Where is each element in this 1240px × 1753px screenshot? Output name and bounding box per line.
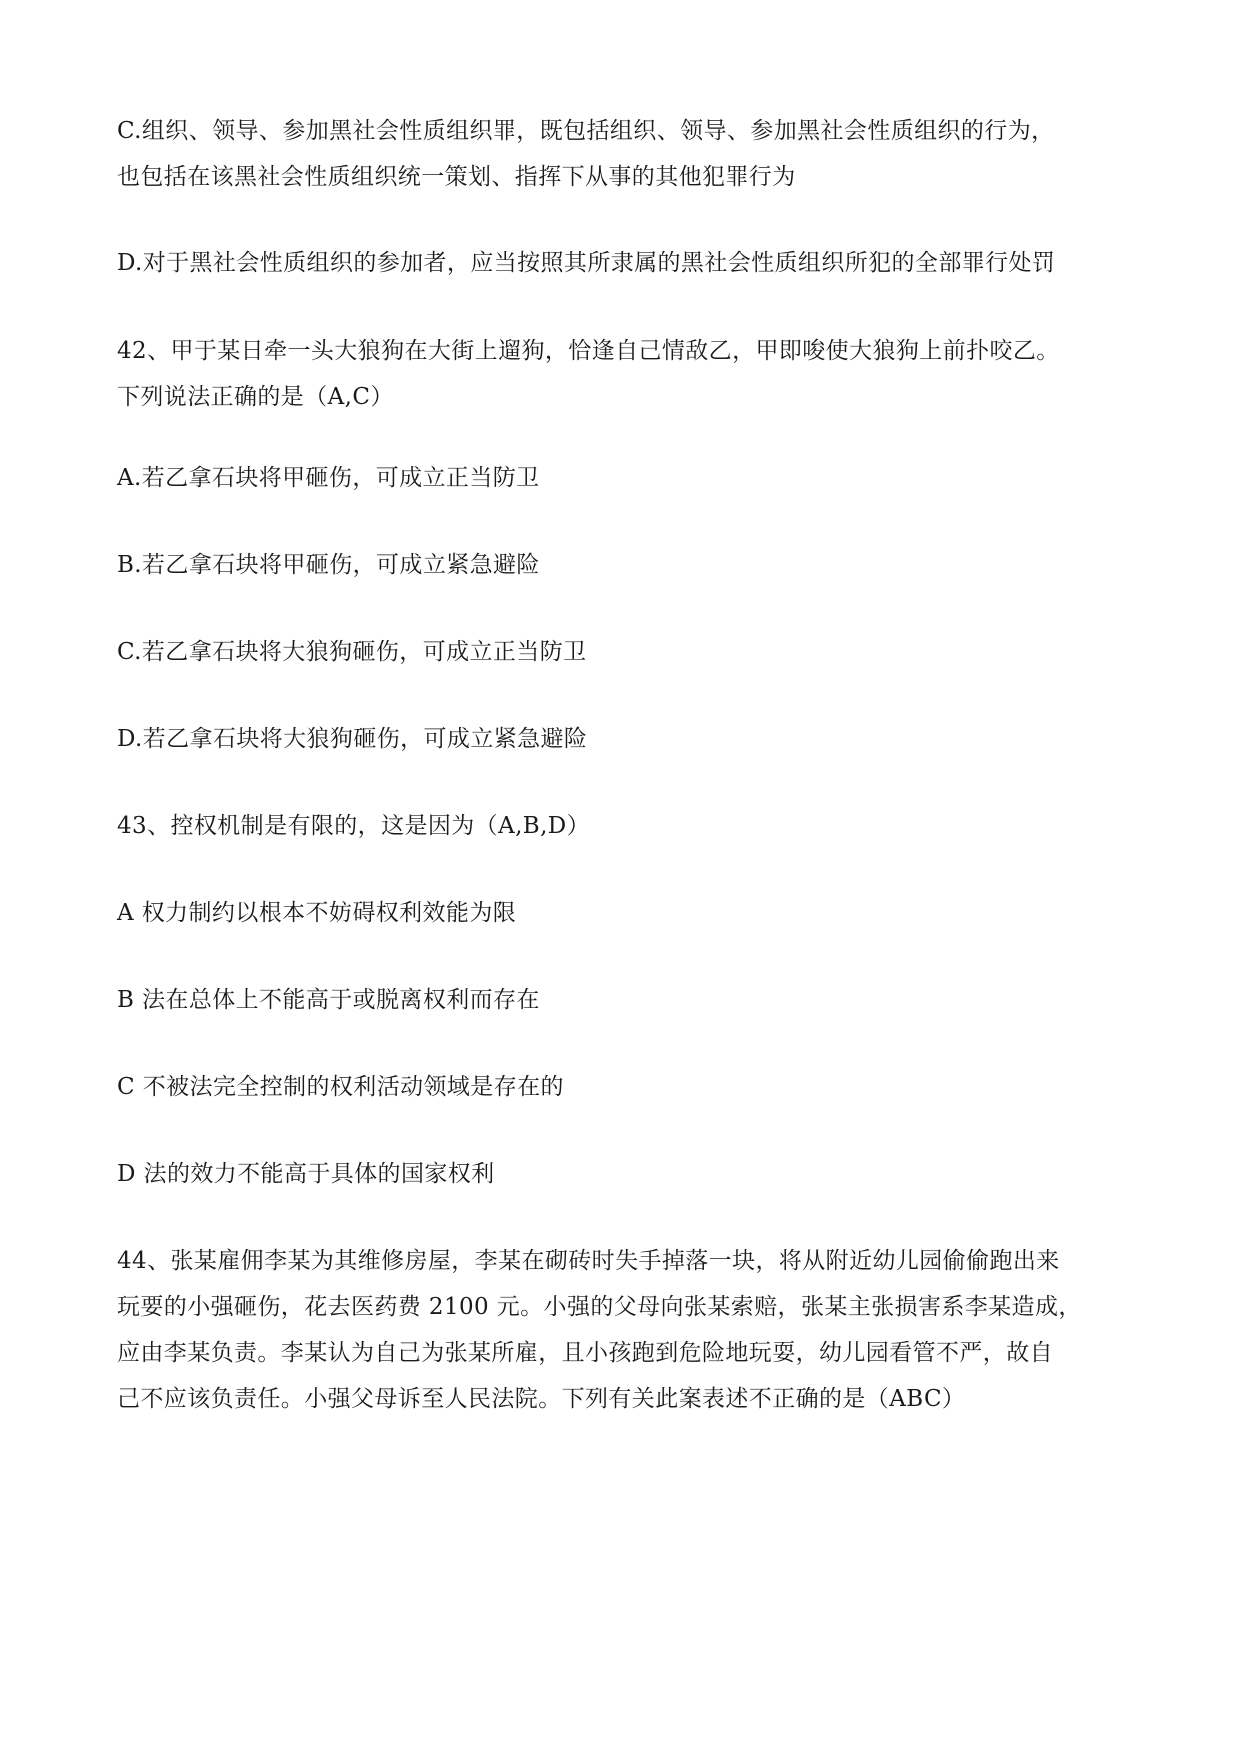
q43-option-b	[117, 977, 1127, 1023]
text-line: 42、甲于某日牵一头大狼狗在大街上遛狗，恰逢自己情敌乙，甲即唆使大狼狗上前扑咬乙。	[117, 338, 1060, 364]
q42-option-c	[117, 629, 1127, 675]
paragraph-q41-option-d	[117, 240, 1127, 286]
text-line: C.组织、领导、参加黑社会性质组织罪，既包括组织、领导、参加黑社会性质组织的行为，	[117, 118, 1055, 144]
text-line: 下列说法正确的是（A,C）	[117, 384, 394, 410]
text-line: C.若乙拿石块将大狼狗砸伤，可成立正当防卫	[117, 639, 587, 665]
text-line: 44、张某雇佣李某为其维修房屋，李某在砌砖时失手掉落一块，将从附近幼儿园偷偷跑出来	[117, 1248, 1060, 1274]
text-line: A.若乙拿石块将甲砸伤，可成立正当防卫	[117, 465, 540, 491]
text-line: D 法的效力不能高于具体的国家权利	[117, 1161, 495, 1187]
text-line: 也包括在该黑社会性质组织统一策划、指挥下从事的其他犯罪行为	[117, 164, 796, 190]
text-line: D.若乙拿石块将大狼狗砸伤，可成立紧急避险	[117, 726, 588, 752]
q42-option-d	[117, 716, 1127, 762]
question-42	[117, 328, 1127, 420]
text-line: 43、控权机制是有限的，这是因为（A,B,D）	[117, 813, 591, 839]
question-44	[117, 1238, 1127, 1422]
q42-option-a	[117, 455, 1127, 501]
text-line: A 权力制约以根本不妨碍权利效能为限	[117, 900, 517, 926]
text-line: B 法在总体上不能高于或脱离权利而存在	[117, 987, 540, 1013]
paragraph-q41-option-c	[117, 108, 1127, 200]
text-line: B.若乙拿石块将甲砸伤，可成立紧急避险	[117, 552, 540, 578]
text-line: 玩要的小强砸伤，花去医药费 2100 元。小强的父母向张某索赔，张某主张损害系李某造成，	[117, 1294, 1082, 1320]
text-line: C 不被法完全控制的权利活动领域是存在的	[117, 1074, 564, 1100]
text-line: 应由李某负责。李某认为自己为张某所雇，且小孩跑到危险地玩耍，幼儿园看管不严，故自	[117, 1340, 1053, 1366]
q43-option-d	[117, 1151, 1127, 1197]
q42-option-b	[117, 542, 1127, 588]
text-line: 己不应该负责任。小强父母诉至人民法院。下列有关此案表述不正确的是（ABC）	[117, 1386, 966, 1412]
text-line: D.对于黑社会性质组织的参加者，应当按照其所隶属的黑社会性质组织所犯的全部罪行处罚	[117, 250, 1056, 276]
question-43	[117, 803, 1127, 849]
q43-option-a	[117, 890, 1127, 936]
q43-option-c	[117, 1064, 1127, 1110]
